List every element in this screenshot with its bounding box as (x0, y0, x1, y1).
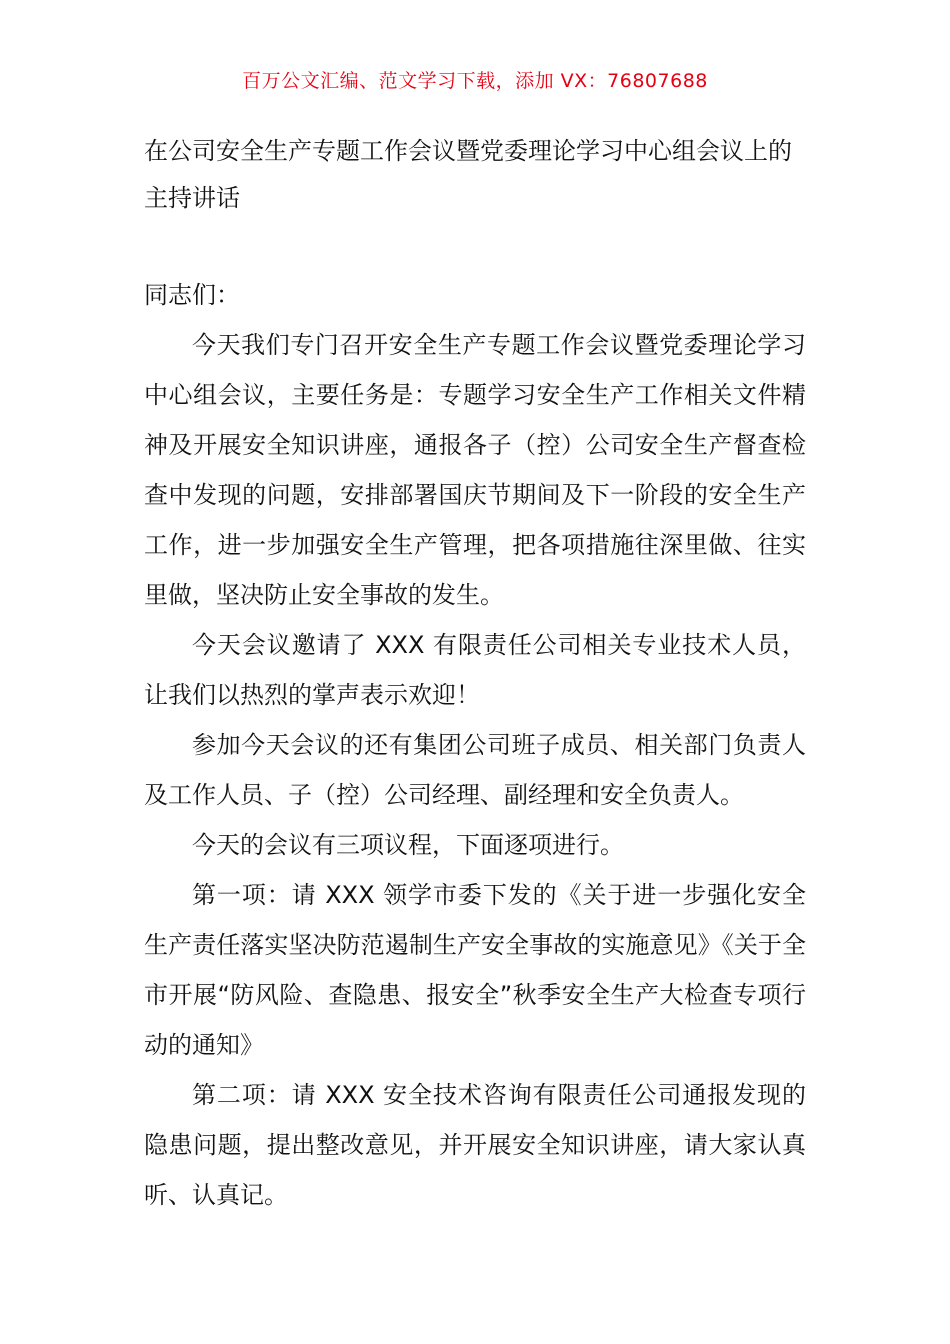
watermark-header: 百万公文汇编、范文学习下载，添加 VX：76807688 (242, 70, 708, 92)
paragraph-invitation: 今天会议邀请了 XXX 有限责任公司相关专业技术人员，让我们以热烈的掌声表示欢迎！ (144, 631, 806, 709)
paragraph-agenda-item-2: 第二项：请 XXX 安全技术咨询有限责任公司通报发现的隐患问题，提出整改意见，并开展安全知识讲座，请大家认真听、认真记。 (144, 1081, 806, 1209)
document-body (144, 128, 806, 1220)
paragraph-agenda-intro: 今天的会议有三项议程，下面逐项进行。 (192, 831, 624, 859)
salutation: 同志们： (144, 281, 240, 309)
paragraph-agenda-item-1: 第一项：请 XXX 领学市委下发的《关于进一步强化安全生产责任落实坚决防范遏制生产安全事故的实施意见》《关于全市开展“防风险、查隐患、报安全”秋季安全生产大检查专项行动的通知》 (144, 881, 806, 1059)
document-title: 在公司安全生产专题工作会议暨党委理论学习中心组会议上的主持讲话 (144, 137, 792, 212)
paragraph-attendees: 参加今天会议的还有集团公司班子成员、相关部门负责人及工作人员、子（控）公司经理、副经理和安全负责人。 (144, 731, 806, 809)
title-spacer (144, 222, 806, 270)
paragraph-opening: 今天我们专门召开安全生产专题工作会议暨党委理论学习中心组会议，主要任务是：专题学习安全生产工作相关文件精神及开展安全知识讲座，通报各子（控）公司安全生产督查检查中发现的问题，安排部署国庆节期间及下一阶段的安全生产工作，进一步加强安全生产管理，把各项措施往深里做、往实里做，坚决防止安全事故的发生。 (144, 331, 806, 609)
